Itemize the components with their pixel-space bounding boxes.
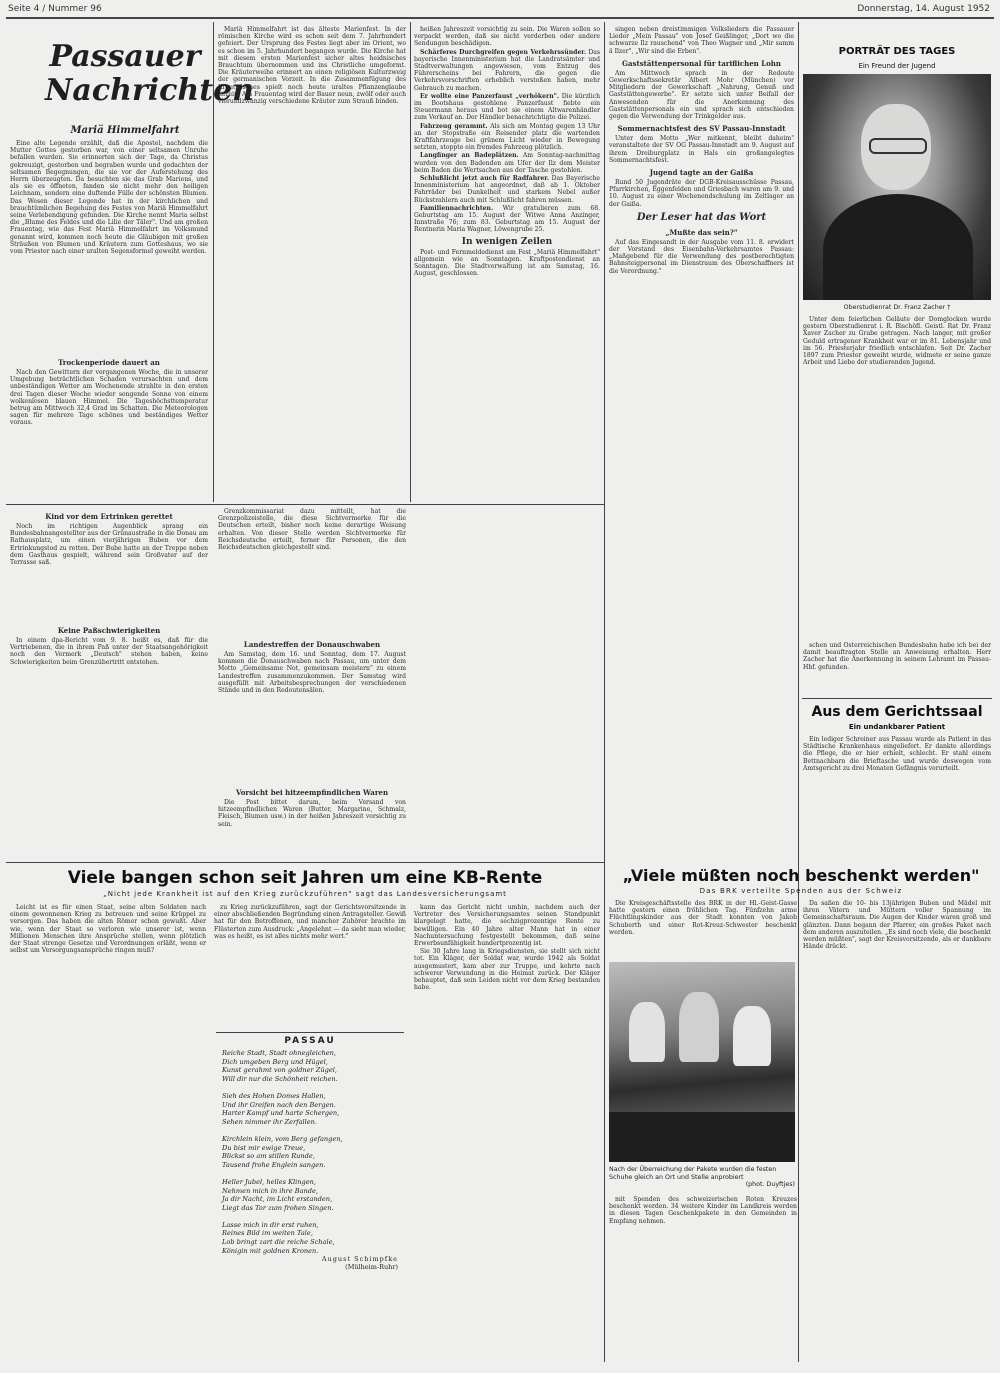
article-kb-2 <box>214 904 406 1024</box>
article-himmelfahrt <box>10 140 208 352</box>
poem-line: Harter Kampf und harte Schergen, <box>222 1109 340 1118</box>
portrait-subtitle: Ein Freund der Jugend <box>858 62 936 70</box>
article-text: Am Mittwoch sprach in der Redoute Gewerkschaftssekretär Albert Mohr (München) vor Mitgliedern der Gewerkschaft „Nahrung, Genuß und Gaststättengewerbe". Er setzte sich unter Beifall der Anwesenden für die Anerkennung des Gaststättenpersonals ein und sprach sich entschieden gegen die Verwendung der Trinkgelder aus. <box>609 69 794 121</box>
article-text: Das Bayerische Innenministerium hat angeordnet, daß ab 1. Oktober Fahrräder bei Dunkelheit und starkem Nebel außer Rückstrahlern auch mit Schlußlicht fahren müssen. <box>414 175 600 204</box>
article-text: Am Samstag, dem 16. und Sonntag, dem 17. August kommen die Donauschwaben nach Passau, um unter dem Motto „Gemeinsame Not, gemeinsam meistern" zu einem Landestreffen zusammenzukommen. Der Samstag wird ausgefüllt mit Arbeitsbesprechungen der verschiedenen Stände und in den Redoutensälen. <box>218 651 406 695</box>
portrait-photo <box>803 74 991 300</box>
article-title: Langfinger an Badeplätzen. <box>420 152 519 160</box>
article-text: In einem dpa-Bericht vom 9. 8. heißt es, daß für die Vertriebenen, die in ihrem Paß unter der Staatsangehörigkeit noch den Vermerk „Deutsch" stehen haben, keine Schwierigkeiten beim Grenzübertritt entstehen. <box>10 637 208 666</box>
article-portrait <box>803 316 991 636</box>
article-brk-1 <box>609 900 797 960</box>
portrait-caption: Oberstudienrat Dr. Franz Zacher † <box>843 304 951 311</box>
article-title: Sommernachtsfest des SV Passau-Innstadt <box>617 124 786 134</box>
poem-line: Sehen nimmer ihr Zerfallen. <box>222 1117 317 1126</box>
gericht-subtitle: Ein undankbarer Patient <box>848 723 946 731</box>
poem-place: (Mülheim-Ruhr) <box>345 1263 398 1272</box>
issue-date: Donnerstag, 14. August 1952 <box>857 4 990 14</box>
article-text: Noch im richtigen Augenblick sprang ein Bundesbahnangestellter aus der Grünaustraße in die Donau am Rathausplatz, um einen vierjährigen Buben vor dem Ertrinkungstod zu retten. Der Bube hatte an der Treppe neben dem Gasthaus gespielt, während sein Großvater auf der Terrasse saß. <box>10 523 208 567</box>
poem-line: Will dir nur die Schönheit reichen. <box>222 1074 338 1083</box>
divider <box>6 862 604 863</box>
poem-line <box>222 1212 404 1221</box>
brk-photo-figure <box>733 1006 771 1066</box>
article-kind <box>10 508 208 620</box>
article-text: Leicht ist es für einen Staat, seine alten Soldaten nach einem gewonnenen Krieg zu betreuen und seine Krüppel zu versorgen. Das haben die alten Römer schon gewußt. Aber wie, wenn der Staat so verloren wie unserer ist, wenn Millionen Menschen ihre Ansprüche stellen, wenn plötzlich der Staat strenge Gesetze und Verordnungen erläßt, wenn er selbst um Versorgungsansprüche ringen muß? <box>10 904 206 955</box>
article-brk-3 <box>803 900 991 1364</box>
poem-lines <box>216 1049 404 1255</box>
poem-line: Kirchlein klein, vom Berg gefangen, <box>222 1134 343 1143</box>
column-vereine <box>609 26 794 570</box>
poem-line: Und ihr Greifen nach den Bergen. <box>222 1100 336 1109</box>
poem-line <box>222 1169 404 1178</box>
article-title: Schärferes Durchgreifen gegen Verkehrssünder. <box>420 48 587 56</box>
article-text: Die Post bittet darum, beim Versand von hitzeempfindlichen Waren (Butter, Margarine, Schmalz, Fleisch, Blumen usw.) in der heißen Jahreszeit vorsichtig zu sein. <box>218 799 406 828</box>
poem-line: Blickst so am stillen Runde, <box>222 1152 315 1161</box>
poem-line: Tausend frohe Englein sangen. <box>222 1160 326 1169</box>
poem-line: Sieh des Hohen Domes Hallen, <box>222 1091 326 1100</box>
article-kb-3 <box>414 904 600 1364</box>
page-number: Seite 4 / Nummer 96 <box>8 4 102 14</box>
photo-credit: (phot. Duyftjes) <box>745 1181 795 1188</box>
poem-line: Lasse mich in dir erst ruhen, <box>222 1220 319 1229</box>
divider <box>213 22 214 502</box>
article-vorsicht <box>218 784 406 858</box>
masthead-subtitle: Mariä Himmelfahrt <box>70 125 180 136</box>
portrait-title: PORTRÄT DES TAGES <box>838 46 956 57</box>
article-text: Am Sonntag-nachmittag wurden von den Badenden am Ufer der Ilz dem Meister beim Baden die Wertsachen aus der Tasche gestohlen. <box>414 152 600 174</box>
brk-headline: „Viele müßten noch beschenkt werden" <box>622 866 980 885</box>
article-gericht <box>803 736 991 860</box>
article-text: singen neben dreistimmigen Volksliedern die Passauer Lieder „Mein Passau" von Josef Geißlinger, „Dort wo die schwarze Ilz rauschend" von Theo Wagner und „Mir samm ä Ilzer", „Wir sind die Erben". <box>609 26 794 55</box>
article-pass <box>10 622 208 726</box>
section-title: In wenigen Zeilen <box>461 236 553 247</box>
masthead-line2: Nachrichten <box>45 73 254 108</box>
masthead-line1: Passauer <box>49 39 201 74</box>
poem-line: Lob bringt zart die reiche Schale, <box>222 1238 335 1247</box>
article-text: Das bayerische Innenministerium hat die Landratsämter und Stadtverwaltungen angewiesen, vom Entzug des Führerscheins bei Fahrern, die gegen die Verkehrsvorschriften erheblich verstoßen haben, mehr Gebrauch zu machen. <box>414 48 600 92</box>
poem-line: Nehmen mich in ihre Bande, <box>222 1186 319 1195</box>
poem-line <box>222 1126 404 1135</box>
article-title: Keine Paßschwierigkeiten <box>57 626 161 635</box>
article-title: Jugend tagte an der Gaißa <box>649 168 754 178</box>
poem-line: Ja dir Nacht, im Licht erstanden, <box>222 1195 333 1204</box>
article-text: Da saßen die 10- bis 13jährigen Buben und Mädel mit ihren Vätern und Müttern voller Spannung im Gemeinschaftsraum. Die Augen der Kinder waren groß und glänzten. Dann begann der Pfarrer, ein großes Paket nach dem anderen auszuteilen. „Es sind noch viele, die beschenkt werden müßten", sagt der Kreisvorsitzende, als er dankbare Hände drückt. <box>803 900 991 951</box>
article-title: Familiennachrichten. <box>420 204 494 212</box>
article-text: Unter dem Motto „Wer mitkennt, bleibt daheim" veranstaltete der SV OG Passau-Innstadt am 9. August auf ihrem Dreiburgplatz in Hals ein großangelegtes Sommernachtsfest. <box>609 135 794 164</box>
poem-line: Kunst gerahmt von goldner Zügel, <box>222 1066 337 1075</box>
article-text: schen und Österreichischen Bundesbahn habe ich bei der damit beauftragten Stelle an Anweisung erhalten. Herr Zacher hat die Anerkennung in seinem Lehramt im Passau-Hbf. gefunden. <box>803 642 991 671</box>
article-text: Post- und Fernmeldedienst am Fest „Mariä Himmelfahrt" allgemein wie an Sonntagen. Kraftpostendienst an Sonntagen. Die Stadtverwaltung ist am Samstag, 16. August, geschlossen. <box>414 248 600 278</box>
article-text: Nach den Gewittern der vergangenen Woche, die in unserer Umgebung beträchtlichen Schaden verursachten und dem unbeständigen Wetter am Wochenende strahlte in den ersten drei Tagen dieser Woche wieder sengende Sonne von einem wolkenlosen blauen Himmel. Die Tageshöchsttemperatur betrug am Mittwoch 32,4 Grad im Schatten. Die Meteorologen sagen für mehrere Tage schönes und beständiges Wetter voraus. <box>10 369 208 427</box>
article-grenz <box>218 508 406 634</box>
article-text: mit Spenden des schweizerischen Roten Kreuzes beschenkt werden. 34 weitere Kinder im Landkreis werden in diesen Tagen Geschenkpakete in den Gemeinden in Empfang nehmen. <box>609 1196 797 1225</box>
kb-subheadline: „Nicht jede Krankheit ist auf den Krieg zurückzuführen" sagt das Landesversicherungsamt <box>103 890 507 898</box>
poem-line: Reiche Stadt, Stadt ohnegleichen, <box>222 1049 337 1057</box>
article-text: kann das Gericht nicht umhin, nachdem auch der Vertreter des Versicherungsamtes seinen Standpunkt klargelegt hatte, die sechzigprozentige Rente zu bewilligen. Ein 40 Jahre alter Mann hat in einer Nachuntersuchung festgestellt bekommen, daß seine Erwerbsunfähigkeit hundertprozentig ist. <box>414 904 600 948</box>
article-text: Als sich am Montag gegen 13 Uhr an der Stopstraße ein Reisender platz die wartenden Kraftfahrzeuge bei grünem Licht wieder in Bewegung setzten, stoppte ein fremdes Fahrzeug plötzlich. <box>414 122 600 152</box>
poem-line: Reines Bild im weiten Tale, <box>222 1229 313 1238</box>
poem-author: August Schimpfke <box>321 1255 398 1264</box>
article-brk-2 <box>609 1196 797 1364</box>
caption-text: Nach der Überreichung der Pakete wurden die festen Schuhe gleich an Ort und Stelle anprobiert <box>609 1166 777 1181</box>
poem-line <box>222 1083 404 1092</box>
article-title: Landestreffen der Donauschwaben <box>243 640 381 649</box>
brk-photo-caption <box>609 1166 795 1189</box>
divider <box>604 22 605 1362</box>
kb-headline: Viele bangen schon seit Jahren um eine KB-Rente <box>67 868 543 888</box>
article-text: Unter dem feierlichen Geläute der Domglocken wurde gestern Oberstudienrat i. R. Bischöfl. Geistl. Rat Dr. Franz Xaver Zacher zu Grabe getragen. Nach langer, mit großer Geduld ertragener Krankheit war er im 81. Lebensjahr und im 56. Priesterjahr friedlich entschlafen. Seit Dr. Zacher 1897 zum Priester geweiht wurde, widmete er seine ganze Arbeit und Liebe der studierenden Jugend. <box>803 316 991 367</box>
brk-subheadline: Das BRK verteilte Spenden aus der Schweiz <box>699 887 903 895</box>
divider <box>802 698 992 699</box>
poem-line: Dich umgeben Berg und Hügel, <box>222 1057 328 1066</box>
article-text: Auf das Eingesandt in der Ausgabe vom 11. 8. erwidert der Vorstand des Eisenbahn-Verkehrsamtes Passau: „Maßgebend für die Verwendung des postberechtigten Bahnsteigpersonal im Dienstraum des Oberschaffners ist die Verordnung." <box>609 238 794 275</box>
poem-line: Heller Jubel, helles Klingen, <box>222 1177 316 1186</box>
article-text: Die kürzlich im Bootshaus gestohlene Panzerfaust fiebte ein Steuermann heraus und bot sie einem Altwarenhändler zum Verkauf an. Der Händler benachrichtigte die Polizei. <box>414 92 600 122</box>
brk-photo-floor <box>609 1112 795 1162</box>
article-title: Schlußlicht jetzt auch für Radfahrer. <box>420 175 549 183</box>
poem-line: Du bist mir ewige Treue, <box>222 1143 306 1152</box>
article-title: Vorsicht bei hitzeempfindlichen Waren <box>235 788 389 797</box>
article-text: Mariä Himmelfahrt ist das älteste Marienfest. In der römischen Kirche wird es schon seit dem 7. Jahrhundert gefeiert. Der Ursprung des Festes liegt aber im Orient, wo es schon im 5. Jahrhundert begangen wurde. Die Kirche hat mit diesem ersten Marienfest sicher altes heidnisches Brauchtum übernommen und ins Christliche umgeformt. Die Kräuterweihe erinnert an einen religiösen Kulturzweig der germanischen Vorzeit. In die Zusammenfügung des Krautwisches spielt noch heute uraltes Pflanzenglaube herein. Am Frauentag wird der Bauer neun, zwölf oder auch vierundzwanzig verschiedene Kräuter zum Strauß binden. <box>218 26 406 106</box>
article-text: zu Krieg zurückzuführen, sagt der Gerichtsvorsitzende in einer abschließenden Begründung einen Antragsteller. Gewiß hat für den Betroffenen, und mancher Zuhörer brachte im Flüsterton zum Ausdruck: „Angelehnt — da sieht man wieder, was es heißt, es ist alles nichts mehr wert." <box>214 904 406 940</box>
article-title: „Mußte das sein?" <box>665 227 738 237</box>
poem-title: PASSAU <box>284 1036 336 1046</box>
header-rule <box>6 17 994 19</box>
brk-photo-figure <box>629 1002 665 1062</box>
section-title: Der Leser hat das Wort <box>636 211 767 223</box>
article-text: Sie 30 Jahre lang in Kriegsdiensten, sie stellt sich nicht tot. Ein Kläger, der Soldat war, wurde 1942 als Soldat ausgemustert, kam aber zur Truppe, und kehrte nach schwerer Verwundung in die Heimat zurück. Der Kläger behauptet, daß sein Leiden nicht vor dem Krieg bestanden habe. <box>414 948 600 992</box>
article-portrait-cont <box>803 642 991 694</box>
portrait-coat <box>823 194 973 300</box>
article-text: Rund 50 Jugendräte der DGB-Kreisausschüsse Passau, Pfarrkirchen, Eggenfelden und Griesbach waren am 9. und 10. August zu einer Wochenendschulung im Zeltlager an der Gaißa. <box>609 179 794 208</box>
article-title: Fahrzeug gerammt. <box>420 122 488 130</box>
article-text: Grenzkommissariat dazu mitteilt, hat die Grenzpolizeistelle, die diese Sichtvermerke für die Deutschen erteilt, bisher noch keine derartige Weisung erhalten. Von dieser Stelle werden Sichtvermerke für Reichsdeutsche erteilt, ferner für Personen, die den Reichsdeutschen gleichgestellt sind. <box>218 508 406 552</box>
article-text: Ein lediger Schreiner aus Passau wurde als Patient in das Städtische Krankenhaus eingeliefert. Er dankte allerdings die Pflege, die er hier erhielt, schlecht. Er stahl einem Bettnachbarn die Brieftasche und wurde deswegen vom Amtsgericht zu drei Monaten Gefängnis verurteilt. <box>803 736 991 772</box>
article-title: Trockenperiode dauert an <box>58 358 160 367</box>
article-title: Er wollte eine Panzerfaust „verhökern". <box>420 92 559 100</box>
article-title: Kind vor dem Ertrinken gerettet <box>45 512 173 521</box>
article-text: Wir gratulieren zum 68. Geburtstag am 15. August der Witwe Anna Anzinger, Innstraße 76; zum 83. Geburtstag am 15. August der Rentnerin Maria Wagner, Löwengrube 25. <box>414 204 600 234</box>
brk-photo <box>609 962 795 1162</box>
brk-photo-figure <box>679 992 719 1062</box>
divider <box>798 22 799 1362</box>
article-himmelfahrt-cont <box>218 26 406 500</box>
article-text: Eine alte Legende erzählt, daß die Apostel, nachdem die Mutter Gottes gestorben war, von einer seltsamen Unruhe befallen wurden. Sie erinnerten sich der Tage, da Christus gekreuzigt, gestorben und begraben wurde und gedachten der seltsamen Begegnungen, die sie vor der Auferstehung des Herrn überzeugten. Da besuchten sie das Grab Mariens, und als sie es öffneten, fanden sie nicht mehr den heiligen Leichnam, sondern eine duftende Fülle der schönsten Blumen. Das Wesen dieser Legende hat in der kirchlichen und brauchtümlichen Begehung des Festes von Mariä Himmelfahrt seine Verlebendigung gefunden. Die Kirche nennt Maria selbst die „Blume des Feldes und die Lilie der Täler". Und am großen Frauentag, wie das Fest Mariä Himmelfahrt im Volksmund genannt wird, kommen noch heute die Gläubigen mit großen Sträußen von Blumen und Kräutern zum Gotteshaus, wo sie vom Priester nach einer uralten Segensformel geweiht werden. <box>10 140 208 256</box>
article-kb-1 <box>10 904 206 1364</box>
masthead <box>45 39 254 108</box>
article-title: Gaststättenpersonal für tariflichen Lohn <box>622 58 781 68</box>
article-landestreffen <box>218 636 406 782</box>
poem-line: Liegt das Tor zum frohen Singen. <box>222 1203 334 1212</box>
article-trockenperiode <box>10 354 208 500</box>
poem-box <box>216 1032 404 1365</box>
poem-line: Königin mit goldnen Kronen. <box>222 1246 319 1255</box>
gericht-title: Aus dem Gerichtssaal <box>811 704 983 720</box>
article-text: Die Kreisgeschäftsstelle des BRK in der Hl.-Geist-Gasse hatte gestern einen fröhlichen Tag. Fünfzehn arme Flüchtlingskinder aus der Stadt konnten von Jakob Schuberth und einer Rot-Kreuz-Schwester beschenkt werden. <box>609 900 797 936</box>
portrait-glasses <box>869 138 927 154</box>
column-lokales <box>414 26 600 858</box>
divider <box>410 22 411 502</box>
article-text: heißen Jahreszeit vorsichtig zu sein. Die Waren sollen so verpackt werden, daß sie nicht verderben oder andere Sendungen beschädigen. <box>414 26 600 48</box>
